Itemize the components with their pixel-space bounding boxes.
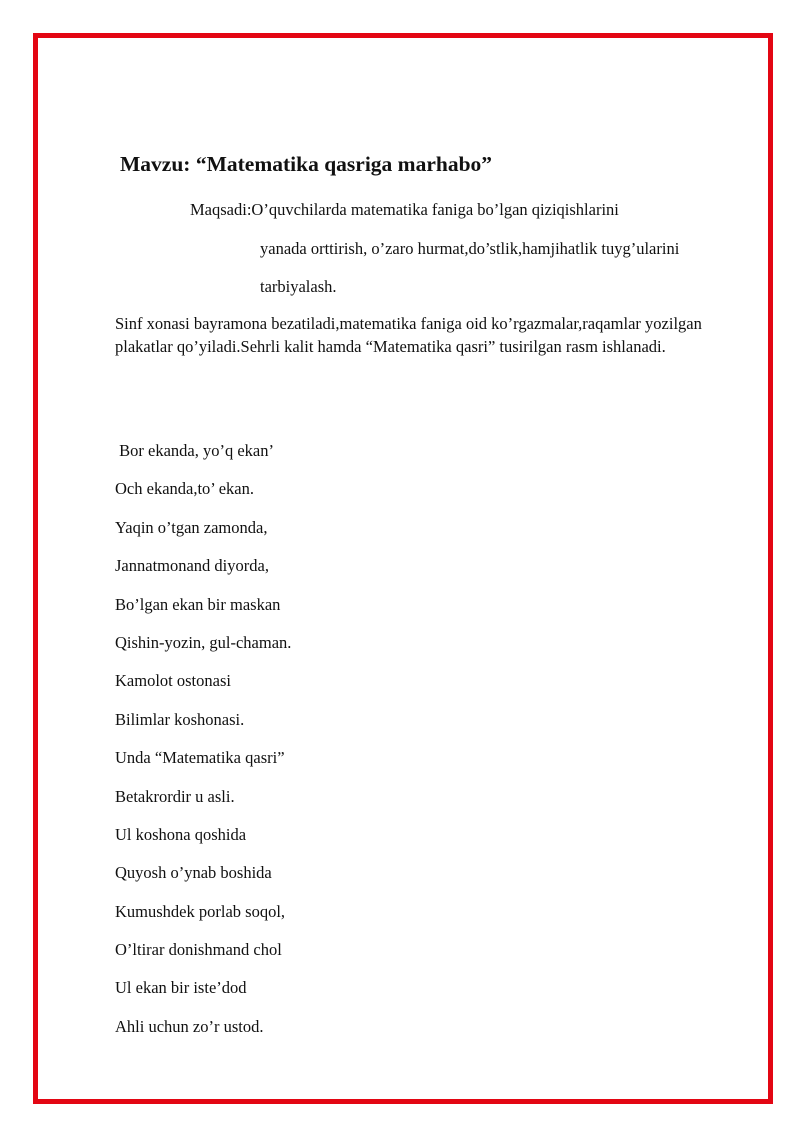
poem-line: O’ltirar donishmand chol: [115, 940, 282, 960]
poem-line: Kumushdek porlab soqol,: [115, 901, 286, 921]
poem-line: Betakrordir u asli.: [115, 786, 235, 806]
intro-paragraph: Sinf xonasi bayramona bezatiladi,matematika faniga oid ko’rgazmalar,raqamlar yozilgan plakatlar qo’yiladi.Sehrli kalit hamda “Matematika qasri” tusirilgan rasm ishlanadi.: [115, 314, 702, 356]
purpose-line: tarbiyalash.: [260, 277, 337, 296]
poem-line: Ul ekan bir iste’dod: [115, 978, 247, 998]
poem-line: Bor ekanda, yo’q ekan’: [115, 441, 274, 460]
poem-line: Quyosh o’ynab boshida: [115, 863, 272, 883]
poem-line: Yaqin o’tgan zamonda,: [115, 517, 268, 537]
poem-line: Och ekanda,to’ ekan.: [115, 479, 254, 499]
purpose-line: yanada orttirish, o’zaro hurmat,do’stlik,hamjihatlik tuyg’ularini: [260, 239, 680, 258]
poem-line: Bilimlar koshonasi.: [115, 709, 245, 729]
poem-line: Unda “Matematika qasri”: [115, 748, 285, 768]
poem-line: Qishin-yozin, gul-chaman.: [115, 632, 292, 652]
purpose-line: Maqsadi:O’quvchilarda matematika faniga bo’lgan qiziqishlarini: [190, 200, 619, 219]
page-title: Mavzu: “Matematika qasriga marhabo”: [120, 152, 493, 176]
poem-line: Jannatmonand diyorda,: [115, 556, 269, 576]
poem-line: Ul koshona qoshida: [115, 824, 247, 844]
poem: [115, 440, 291, 1054]
poem-line: Bo’lgan ekan bir maskan: [115, 594, 281, 614]
poem-line: Kamolot ostonasi: [115, 671, 231, 691]
poem-line: Ahli uchun zo’r ustod.: [115, 1016, 264, 1036]
